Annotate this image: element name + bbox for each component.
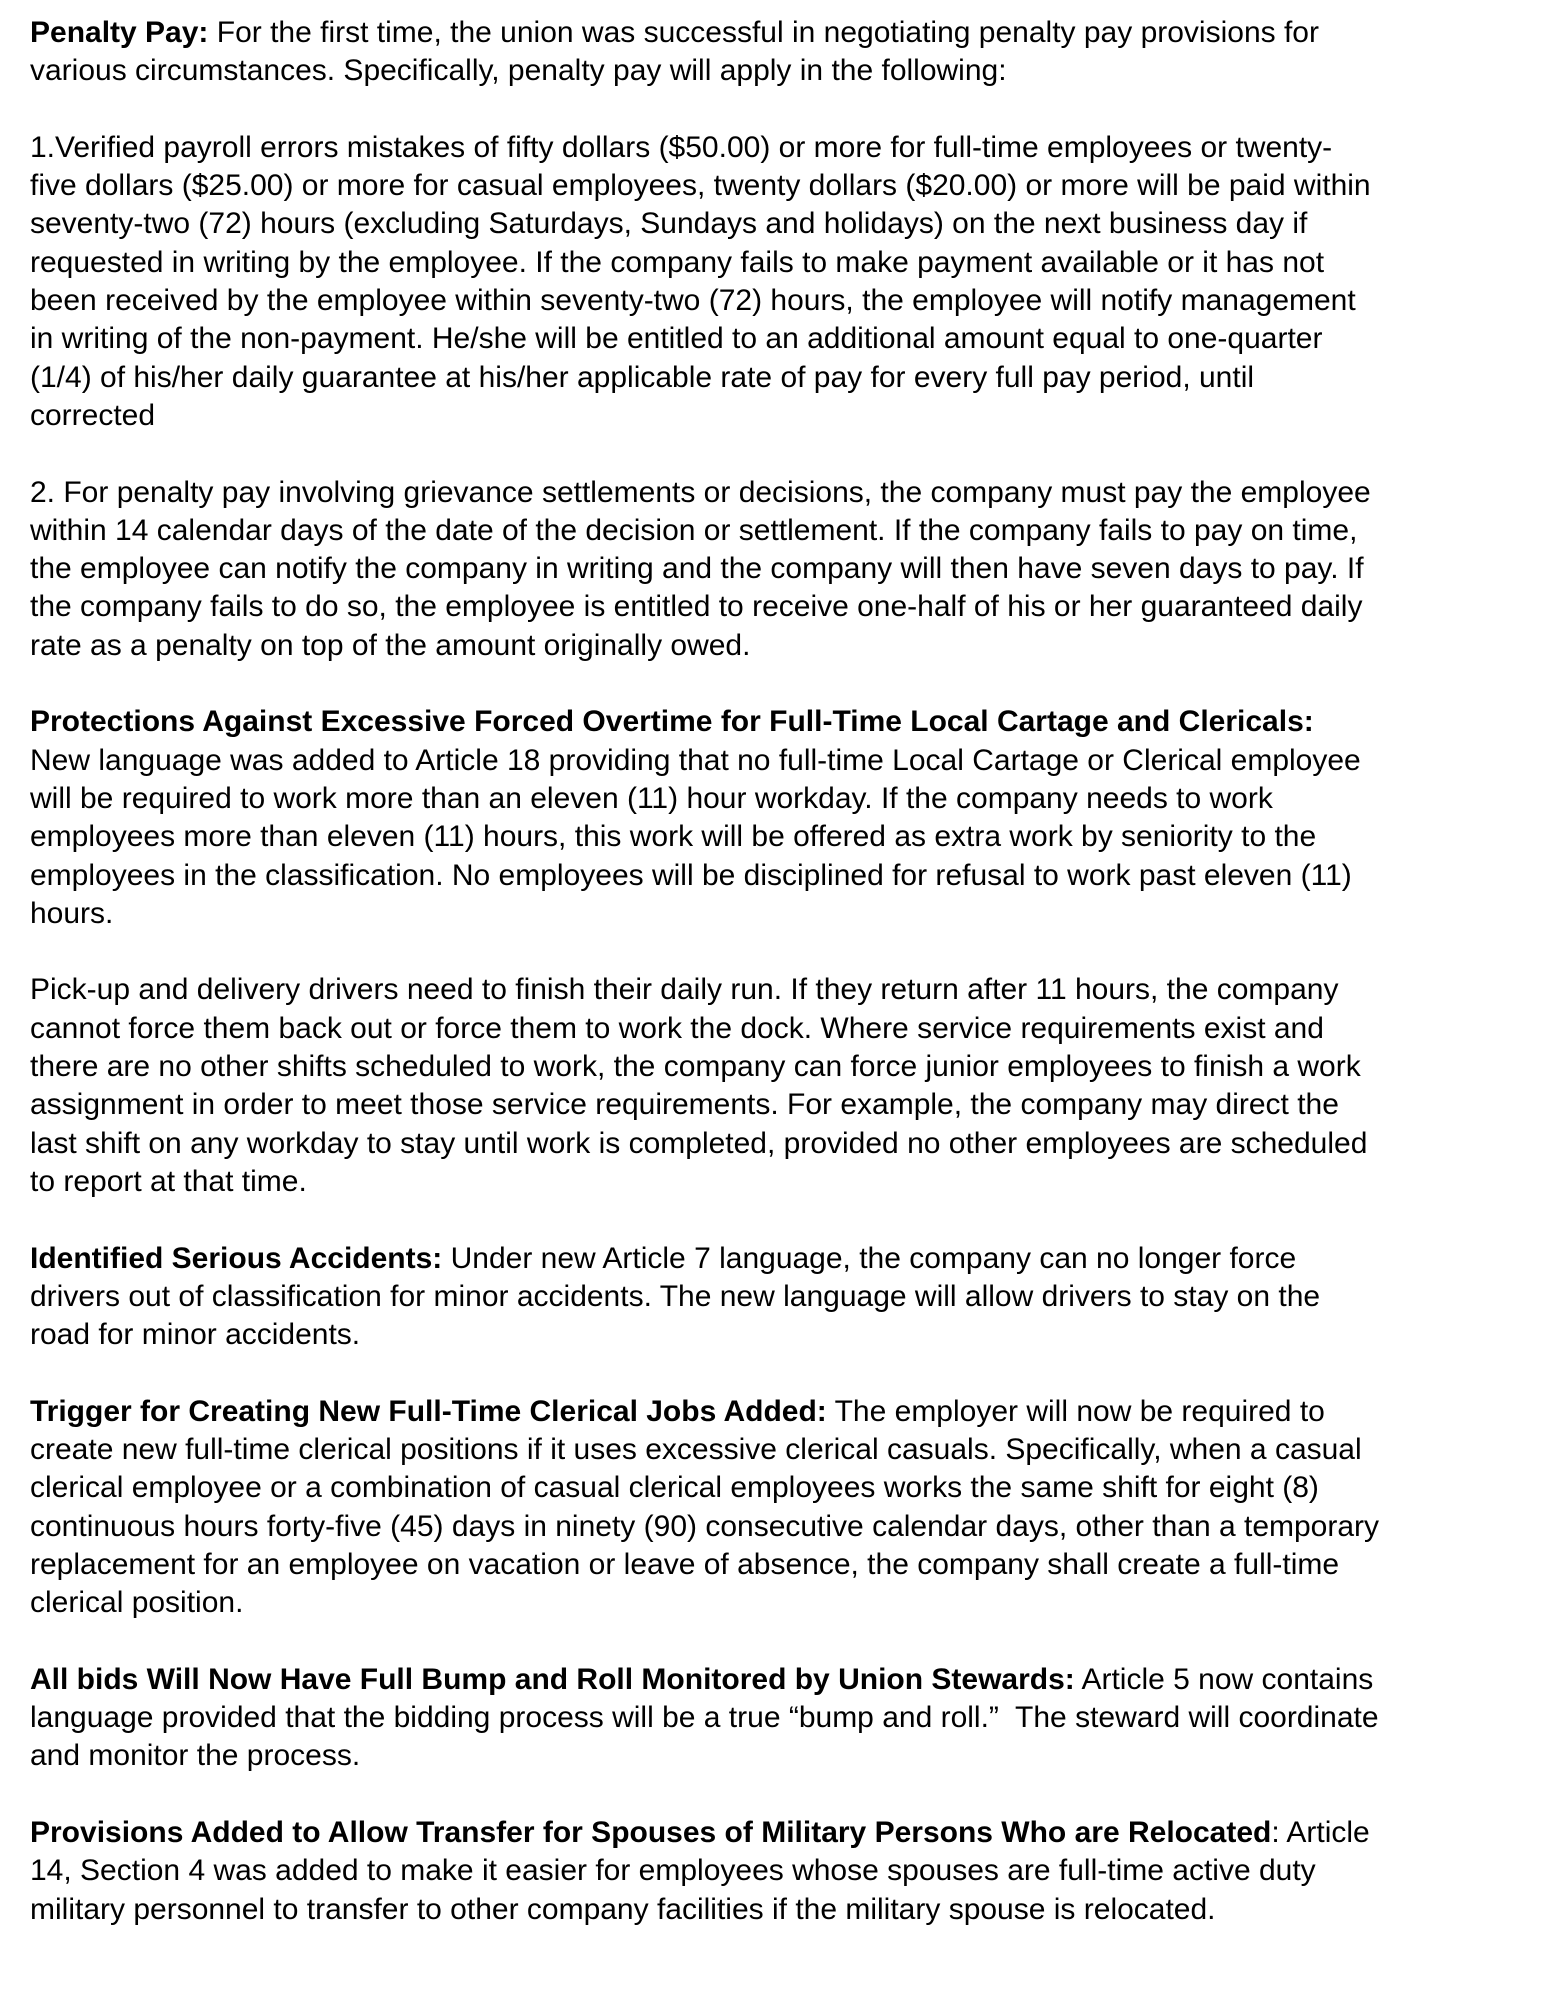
paragraph-line: corrected [30,398,156,432]
paragraph-text: The employer will now be required to [826,1394,1325,1428]
paragraph-line: Pick-up and delivery drivers need to finish their daily run. If they return after 11 hours, the company [30,973,1339,1007]
paragraph-line: and monitor the process. [30,1739,361,1773]
paragraph-text: For the first time, the union was successful in negotiating penalty pay provisions for [208,16,1319,49]
paragraph-line: 1.Verified payroll errors mistakes of fifty dollars ($50.00) or more for full-time employees or twenty- [30,130,1333,164]
paragraph-line: drivers out of classification for minor accidents. The new language will allow drivers to stay on the [30,1279,1321,1313]
paragraph-line: create new full-time clerical positions if it uses excessive clerical casuals. Specifically, when a casual [30,1432,1362,1466]
section-heading: All bids Will Now Have Full Bump and Roll Monitored by Union Stewards: [30,1662,1075,1696]
paragraph-text: : Article [1271,1815,1370,1849]
section-pickup-delivery [30,971,1540,1201]
section-heading: Trigger for Creating New Full-Time Clerical Jobs Added: [30,1394,827,1428]
section-penalty-pay-item-1 [30,129,1540,435]
paragraph-line [30,1661,1540,1699]
paragraph-line: (1/4) of his/her daily guarantee at his/her applicable rate of pay for every full pay period, until [30,360,1255,394]
paragraph-line: within 14 calendar days of the date of the decision or settlement. If the company fails to pay on time, [30,513,1358,547]
paragraph-line [30,1393,1540,1431]
paragraph-line: the company fails to do so, the employee is entitled to receive one-half of his or her guaranteed daily [30,590,1363,624]
paragraph-line [30,14,1540,52]
section-bump-and-roll [30,1661,1540,1776]
paragraph-line [30,1814,1540,1852]
paragraph-line: various circumstances. Specifically, penalty pay will apply in the following: [30,54,1007,88]
paragraph-line: to report at that time. [30,1164,307,1198]
paragraph-line [30,1240,1540,1278]
paragraph-line: New language was added to Article 18 providing that no full-time Local Cartage or Clerical employee [30,743,1361,777]
paragraph-line: five dollars ($25.00) or more for casual employees, twenty dollars ($20.00) or more will be paid within [30,169,1371,203]
paragraph-text: Article 5 now contains [1074,1662,1374,1696]
paragraph-line: employees in the classification. No employees will be disciplined for refusal to work past eleven (11) [30,858,1352,892]
section-heading: Protections Against Excessive Forced Overtime for Full-Time Local Cartage and Clericals: [30,705,1314,739]
paragraph-line: the employee can notify the company in writing and the company will then have seven days to pay. If [30,552,1364,586]
paragraph-line: there are no other shifts scheduled to work, the company can force junior employees to finish a work [30,1050,1361,1084]
section-heading: Provisions Added to Allow Transfer for Spouses of Military Persons Who are Relocated [30,1815,1272,1849]
paragraph-line: military personnel to transfer to other company facilities if the military spouse is relocated. [30,1892,1216,1926]
section-penalty-pay [30,14,1540,91]
paragraph-line: hours. [30,896,114,930]
paragraph-line: cannot force them back out or force them to work the dock. Where service requirements exist and [30,1011,1324,1045]
section-penalty-pay-item-2 [30,474,1540,665]
section-clerical-jobs [30,1393,1540,1623]
section-heading: Identified Serious Accidents: [30,1241,443,1275]
paragraph-line: road for minor accidents. [30,1318,361,1352]
section-forced-overtime [30,703,1540,933]
paragraph-line: last shift on any workday to stay until work is completed, provided no other employees are scheduled [30,1126,1368,1160]
paragraph-line: 2. For penalty pay involving grievance settlements or decisions, the company must pay the employee [30,475,1371,509]
paragraph-line: in writing of the non-payment. He/she will be entitled to an additional amount equal to one-quarter [30,322,1323,356]
paragraph-line: 14, Section 4 was added to make it easier for employees whose spouses are full-time active duty [30,1854,1316,1888]
paragraph-line: clerical employee or a combination of casual clerical employees works the same shift for eight (8) [30,1471,1319,1505]
paragraph-line: seventy-two (72) hours (excluding Saturdays, Sundays and holidays) on the next business day if [30,207,1308,241]
section-heading: Penalty Pay: [30,16,209,49]
paragraph-line: rate as a penalty on top of the amount originally owed. [30,628,751,662]
paragraph-line: employees more than eleven (11) hours, this work will be offered as extra work by seniority to the [30,820,1317,854]
paragraph-line: continuous hours forty-five (45) days in ninety (90) consecutive calendar days, other than a temporary [30,1509,1380,1543]
section-serious-accidents [30,1240,1540,1355]
section-military-spouses [30,1814,1540,1929]
paragraph-text: Under new Article 7 language, the company can no longer force [442,1241,1297,1275]
paragraph-line: assignment in order to meet those service requirements. For example, the company may direct the [30,1088,1339,1122]
paragraph-line: will be required to work more than an eleven (11) hour workday. If the company needs to work [30,781,1273,815]
document-page [30,14,1540,1929]
paragraph-line: been received by the employee within seventy-two (72) hours, the employee will notify management [30,284,1356,318]
paragraph-line: requested in writing by the employee. If the company fails to make payment available or it has not [30,245,1325,279]
paragraph-line: replacement for an employee on vacation or leave of absence, the company shall create a full-time [30,1547,1340,1581]
paragraph-line: language provided that the bidding process will be a true “bump and roll.” The steward will coordinate [30,1701,1379,1735]
paragraph-line: clerical position. [30,1586,244,1620]
